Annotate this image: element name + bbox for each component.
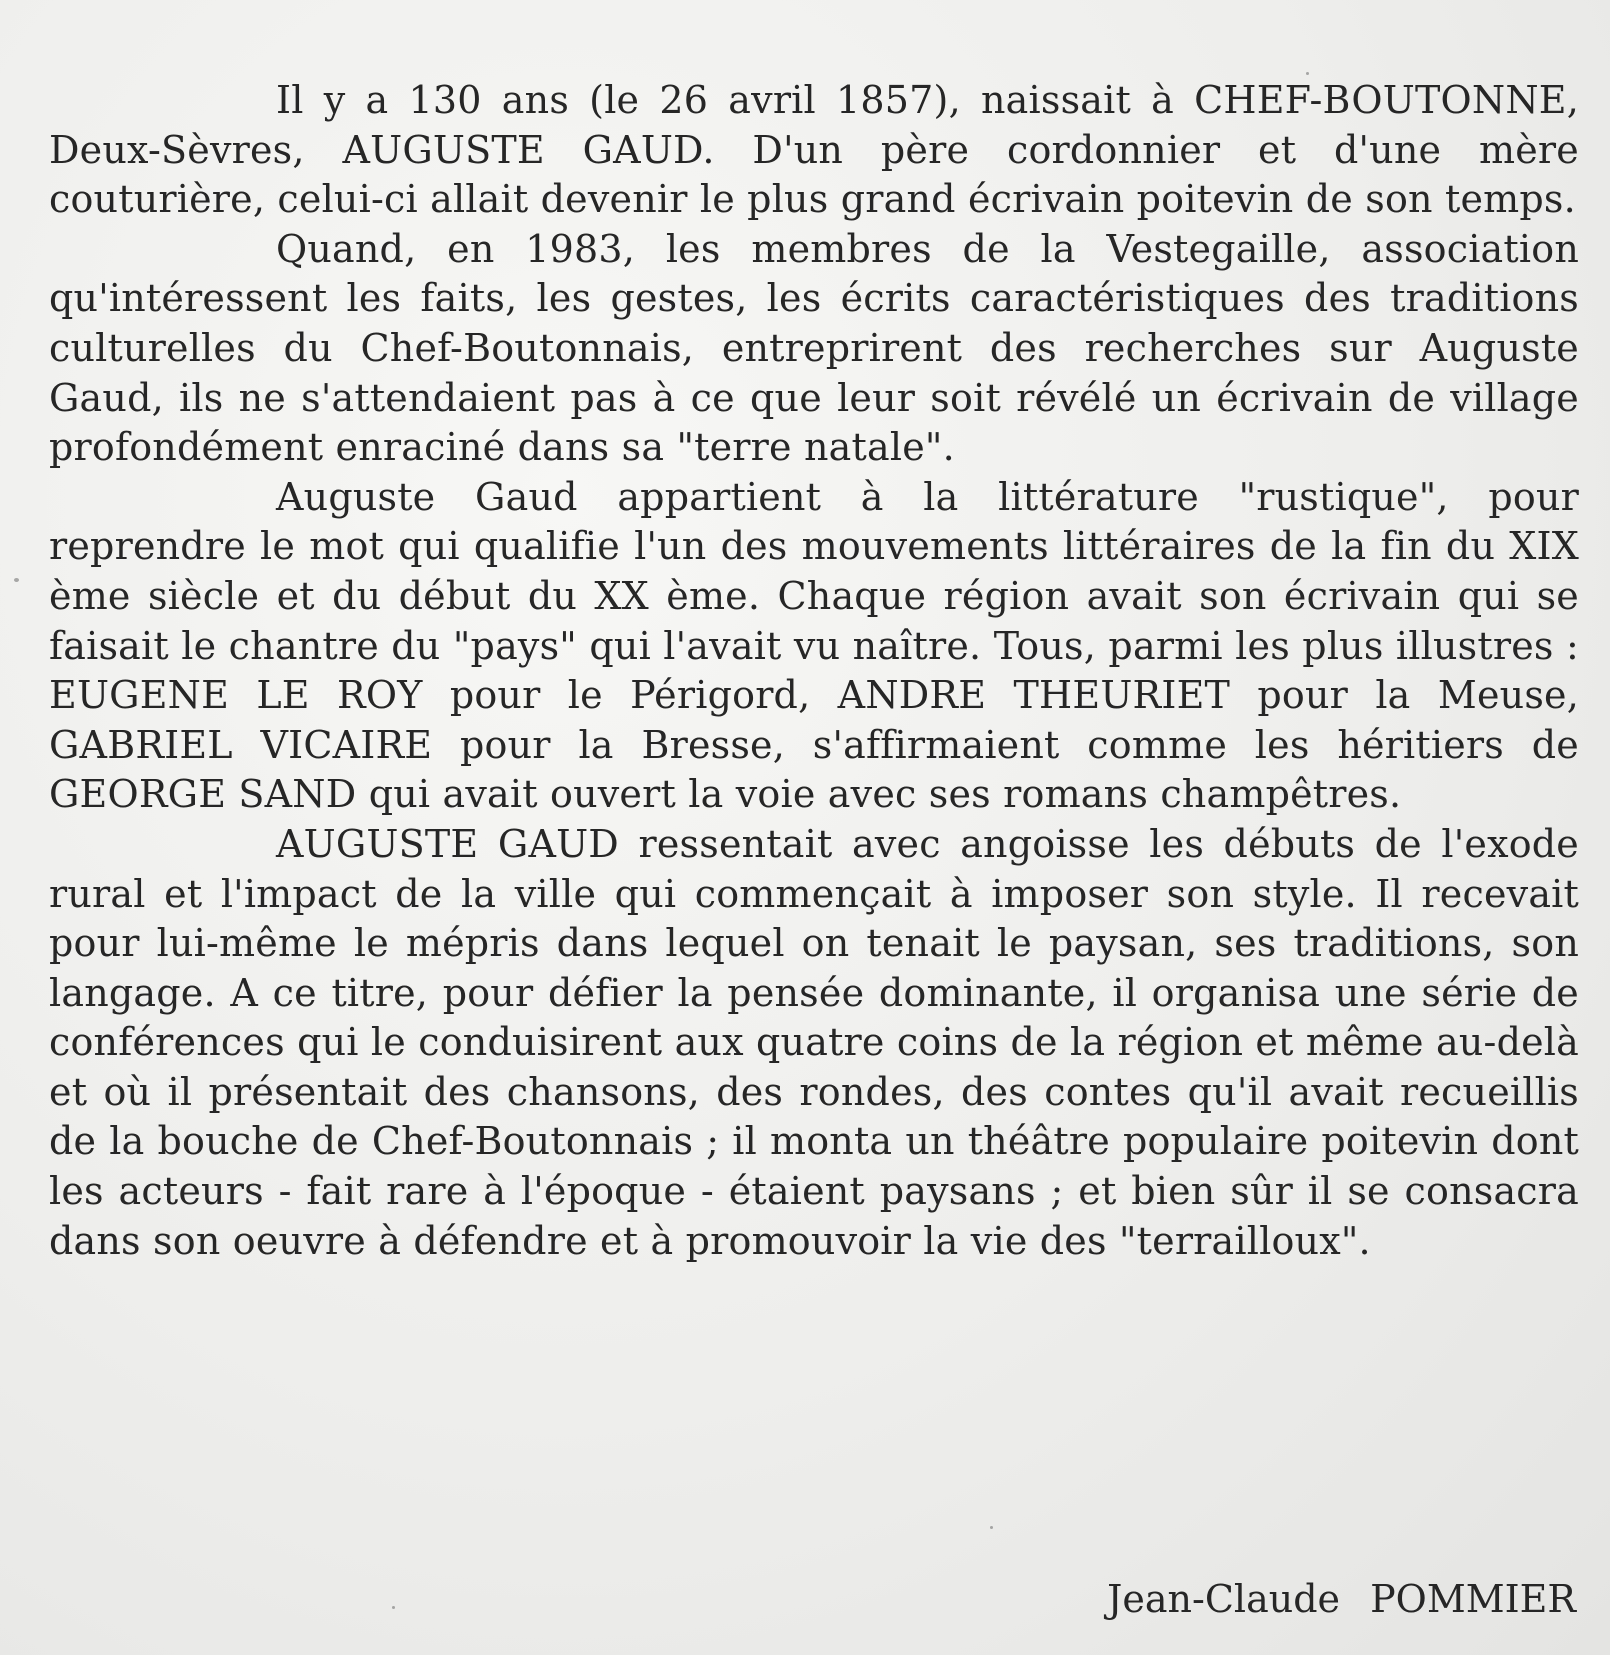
- scan-speck: [1306, 72, 1309, 75]
- scan-speck: [990, 1526, 993, 1529]
- author-signature: Jean-Claude POMMIER: [1107, 1577, 1576, 1621]
- paragraph-research: Quand, en 1983, les membres de la Vestegaille, association qu'intéressent les faits, les gestes, les écrits caractéristiques des traditions culturelles du Chef-Boutonnais, entreprirent des recherches sur Auguste Gaud, ils ne s'attendaient pas à ce que leur soit révélé un écrivain de village profondément enraciné dans sa "terre natale".: [49, 226, 1579, 470]
- paragraph-birth: Il y a 130 ans (le 26 avril 1857), naissait à CHEF-BOUTONNE, Deux-Sèvres, AUGUSTE GAUD. D'un père cordonnier et d'une mère couturière, celui-ci allait devenir le plus grand écrivain poitevin de son temps.: [49, 78, 1579, 222]
- scan-speck: [392, 1606, 395, 1609]
- paragraph-rustic-literature: Auguste Gaud appartient à la littérature "rustique", pour reprendre le mot qui qualifie l'un des mouvements littéraires de la fin du XIX ème siècle et du début du XX ème. Chaque région avait son écrivain qui se faisait le chantre du "pays" qui l'avait vu naître. Tous, parmi les plus illustres : EUGENE LE ROY pour le Périgord, ANDRE THEURIET pour la Meuse, GABRIEL VICAIRE pour la Bresse, s'affirmaient comme les héritiers de GEORGE SAND qui avait ouvert la voie avec ses romans champêtres.: [49, 474, 1579, 817]
- scan-speck: [14, 578, 19, 582]
- article-body: [49, 76, 1579, 1266]
- paragraph-rural-exodus: AUGUSTE GAUD ressentait avec angoisse les débuts de l'exode rural et l'impact de la ville qui commençait à imposer son style. Il recevait pour lui-même le mépris dans lequel on tenait le paysan, ses traditions, son langage. A ce titre, pour défier la pensée dominante, il organisa une série de conférences qui le conduisirent aux quatre coins de la région et même au-delà et où il présentait des chansons, des rondes, des contes qu'il avait recueillis de la bouche de Chef-Boutonnais ; il monta un théâtre populaire poitevin dont les acteurs - fait rare à l'époque - étaient paysans ; et bien sûr il se consacra dans son oeuvre à défendre et à promouvoir la vie des "terrailloux".: [49, 821, 1579, 1263]
